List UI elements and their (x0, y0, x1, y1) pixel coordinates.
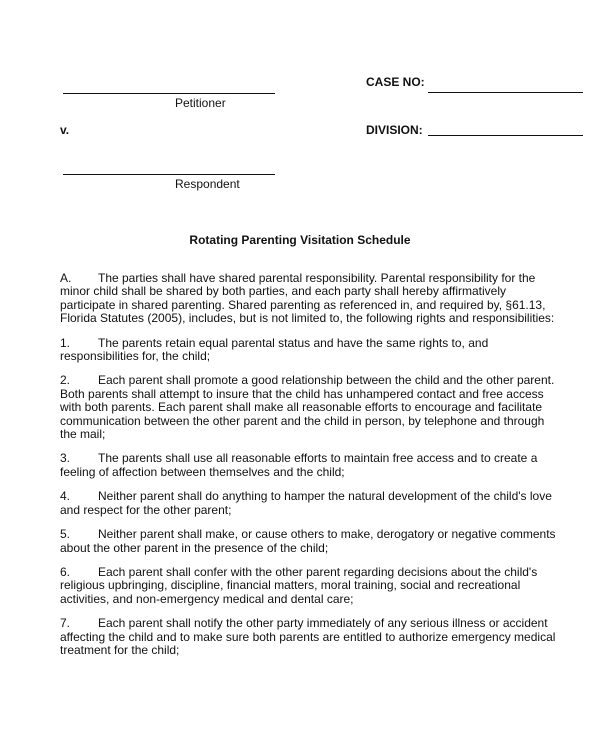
petitioner-line (63, 93, 275, 94)
respondent-label: Respondent (175, 177, 240, 191)
paragraph-1 (60, 337, 560, 364)
respondent-line (63, 174, 275, 175)
paragraph-number: 5. (60, 527, 71, 542)
paragraph-number: 1. (60, 335, 71, 350)
paragraph-text: Neither parent shall make, or cause others to make, derogatory or negative comments about the other parent in the presence of the child; (60, 527, 556, 555)
paragraph-text: Neither parent shall do anything to hamper the natural development of the child's love and respect for the other parent; (60, 489, 552, 517)
paragraph-number: A. (60, 271, 72, 285)
paragraph-number: 4. (60, 489, 71, 504)
paragraph-text: Each parent shall promote a good relationship between the child and the other parent. Both parents shall attempt to insure that the child has unhampered contact and free access with both parents. Each parent shall make all reasonable efforts to encourage and facilitate communication between the other parent and the child in person, by telephone and through the mail; (60, 373, 555, 442)
paragraph-3 (60, 452, 560, 479)
paragraph-4 (60, 490, 560, 517)
paragraph-2 (60, 374, 560, 441)
paragraph-text: Each parent shall notify the other party immediately of any serious illness or accident affecting the child and to make sure both parents are entitled to authorize emergency medical treatment for the child; (60, 616, 556, 657)
paragraph-5 (60, 528, 560, 555)
division-label: DIVISION: (366, 123, 423, 137)
document-title: Rotating Parenting Visitation Schedule (189, 233, 411, 247)
paragraph-number: 6. (60, 564, 71, 579)
division-line[interactable] (428, 135, 583, 136)
paragraph-number: 7. (60, 616, 71, 631)
paragraph-text: Each parent shall confer with the other parent regarding decisions about the child's religious upbringing, discipline, financial matters, moral training, social and recreational activities, and non-emergency medical and dental care; (60, 564, 538, 606)
paragraph-a (60, 272, 560, 326)
versus-label: v. (60, 123, 70, 137)
paragraph-6 (60, 566, 560, 606)
paragraph-text: The parents retain equal parental status and have the same rights to, and responsibilities for, the child; (60, 335, 489, 364)
petitioner-label: Petitioner (175, 96, 226, 110)
paragraph-7 (60, 617, 560, 657)
document-body (60, 272, 560, 668)
paragraph-text: The parents shall use all reasonable efforts to maintain free access and to create a feeling of affection between themselves and the child; (60, 451, 538, 479)
case-no-line[interactable] (428, 92, 583, 93)
paragraph-number: 3. (60, 451, 71, 466)
paragraph-text: The parties shall have shared parental responsibility. Parental responsibility for the minor child shall be shared by both parties, and each party shall hereby affirmatively participate in shared parenting. Shared parenting as referenced in, and required by, §61.13, Florida Statutes (2005), includes, but is not limited to, the following rights and responsibilities: (60, 271, 555, 326)
paragraph-number: 2. (60, 373, 71, 388)
case-no-label: CASE NO: (366, 75, 425, 89)
